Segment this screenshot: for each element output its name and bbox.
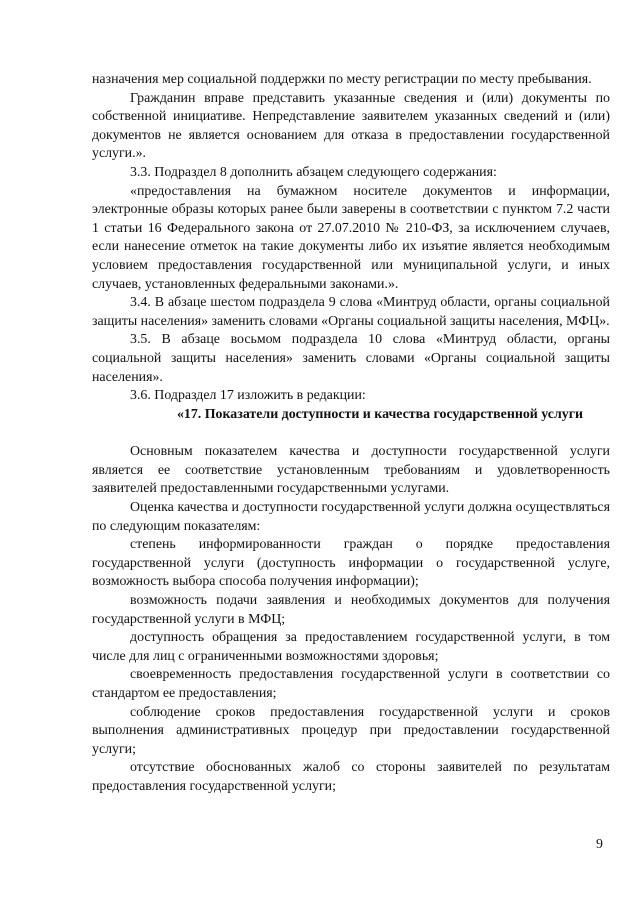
document-page: [92, 71, 610, 797]
list-item: соблюдение сроков предоставления государственной услуги и сроков выполнения административных процедур при предоставлении государственной услуги;: [92, 704, 610, 757]
paragraph: Основным показателем качества и доступности государственной услуги является ее соответствие установленным требованиям и удовлетворенность заявителей предоставленными государственными услугами.: [92, 444, 610, 497]
list-item: возможность подачи заявления и необходимых документов для получения государственной услуги в МФЦ;: [92, 593, 610, 627]
paragraph: Оценка качества и доступности государственной услуги должна осуществляться по следующим показателям:: [92, 500, 610, 534]
list-item: степень информированности граждан о порядке предоставления государственной услуги (доступность информации о государственной услуге, возможность выбора способа получения информации);: [92, 537, 610, 590]
list-item: своевременность предоставления государственной услуги в соответствии со стандартом ее предоставления;: [92, 667, 610, 701]
paragraph-continuation: назначения мер социальной поддержки по месту регистрации по месту пребывания.: [92, 72, 592, 87]
paragraph: Гражданин вправе представить указанные сведения и (или) документы по собственной инициативе. Непредставление заявителем указанных сведений и (или) документов не является основанием для отказа в предоставлении государственной услуги.».: [92, 90, 610, 162]
paragraph: 3.3. Подраздел 8 дополнить абзацем следующего содержания:: [130, 164, 497, 180]
section-heading: «17. Показатели доступности и качества государственной услуги: [176, 406, 584, 422]
paragraph: «предоставления на бумажном носителе документов и информации, электронные образы которых ранее были заверены в соответствии с пунктом 7.2 части 1 статьи 16 Федерального закона от 27.07.2010 № 210-ФЗ, за исключением случаев, если нанесение отметок на такие документы либо их изъятие является необходимым условием предоставления государственной или муниципальной услуги, и иных случаев, установленных федеральными законами.».: [92, 183, 610, 292]
list-item: доступность обращения за предоставлением государственной услуги, в том числе для лиц с ограниченными возможностями здоровья;: [92, 630, 610, 664]
page-number: 9: [596, 837, 603, 852]
paragraph: 3.6. Подраздел 17 изложить в редакции:: [130, 388, 366, 404]
paragraph: 3.4. В абзаце шестом подраздела 9 слова «Минтруд области, органы социальной защиты населения» заменить словами «Органы социальной защиты населения, МФЦ».: [92, 295, 610, 329]
paragraph: 3.5. В абзаце восьмом подраздела 10 слова «Минтруд области, органы социальной защиты населения» заменить словами «Органы социальной защиты населения».: [92, 332, 610, 385]
list-item: отсутствие обоснованных жалоб со стороны заявителей по результатам предоставления государственной услуги;: [92, 760, 610, 794]
